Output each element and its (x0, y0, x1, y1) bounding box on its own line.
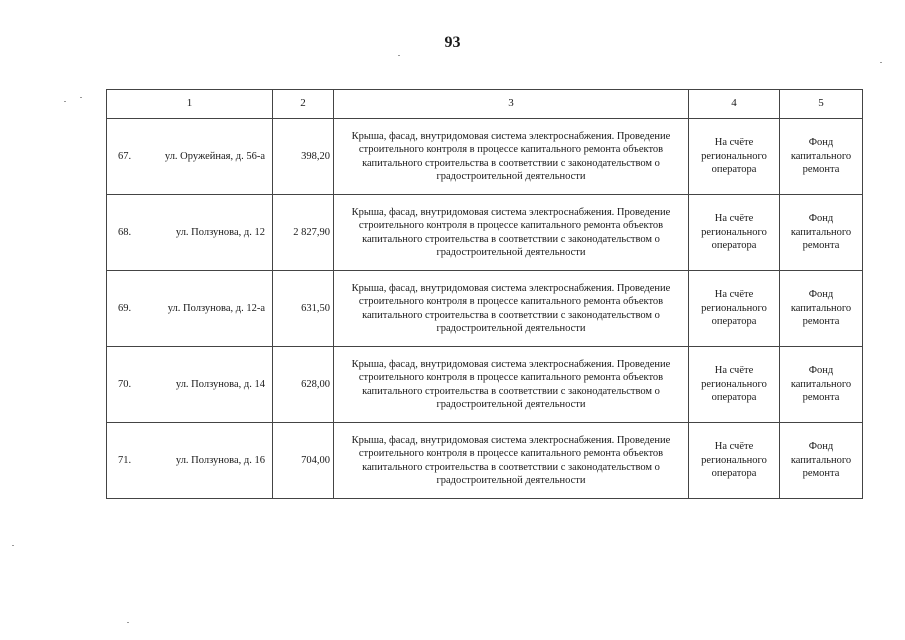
row-number: 69. (118, 302, 132, 314)
scan-speck (64, 101, 66, 102)
address-text: ул. Ползунова, д. 16 (175, 454, 265, 466)
header-cell-4: 4 (689, 90, 780, 119)
source-cell: Фонд капитального ремонта (780, 195, 863, 271)
scan-speck (12, 545, 14, 546)
area-cell: 631,50 (273, 271, 334, 347)
row-number: 71. (118, 454, 132, 466)
address-text: ул. Оружейная, д. 56-а (164, 150, 265, 162)
works-cell: Крыша, фасад, внутридомовая система электроснабжения. Проведение строительного контроля в процессе капитального ремонта объектов капитального строительства в соответствии с законодательством о градостроительной деятельности (334, 347, 689, 423)
works-cell: Крыша, фасад, внутридомовая система электроснабжения. Проведение строительного контроля в процессе капитального ремонта объектов капитального строительства в соответствии с законодательством о градостроительной деятельности (334, 423, 689, 499)
repair-table (106, 89, 863, 499)
account-cell: На счёте регионального оператора (689, 347, 780, 423)
page-number: 93 (444, 34, 461, 51)
scan-speck (880, 62, 882, 63)
header-cell-1: 1 (107, 90, 273, 119)
address-cell (107, 195, 273, 271)
account-cell: На счёте регионального оператора (689, 195, 780, 271)
address-cell (107, 423, 273, 499)
address-text: ул. Ползунова, д. 12 (175, 226, 265, 238)
address-cell (107, 347, 273, 423)
header-cell-2: 2 (273, 90, 334, 119)
address-text: ул. Ползунова, д. 12-а (167, 302, 265, 314)
area-cell: 2 827,90 (273, 195, 334, 271)
source-cell: Фонд капитального ремонта (780, 423, 863, 499)
header-cell-5: 5 (780, 90, 863, 119)
area-cell: 398,20 (273, 119, 334, 195)
area-cell: 628,00 (273, 347, 334, 423)
works-cell: Крыша, фасад, внутридомовая система электроснабжения. Проведение строительного контроля в процессе капитального ремонта объектов капитального строительства в соответствии с законодательством о градостроительной деятельности (334, 271, 689, 347)
works-cell: Крыша, фасад, внутридомовая система электроснабжения. Проведение строительного контроля в процессе капитального ремонта объектов капитального строительства в соответствии с законодательством о градостроительной деятельности (334, 195, 689, 271)
scan-speck (127, 622, 129, 623)
source-cell: Фонд капитального ремонта (780, 347, 863, 423)
scan-speck (398, 55, 400, 56)
source-cell: Фонд капитального ремонта (780, 119, 863, 195)
table-header-row (107, 90, 863, 119)
account-cell: На счёте регионального оператора (689, 423, 780, 499)
account-cell: На счёте регионального оператора (689, 119, 780, 195)
scan-speck (80, 97, 82, 98)
row-number: 67. (118, 150, 132, 162)
account-cell: На счёте регионального оператора (689, 271, 780, 347)
row-number: 70. (118, 378, 132, 390)
table-row (107, 423, 863, 499)
source-cell: Фонд капитального ремонта (780, 271, 863, 347)
address-cell (107, 119, 273, 195)
address-cell (107, 271, 273, 347)
header-cell-3: 3 (334, 90, 689, 119)
table-row (107, 195, 863, 271)
works-cell: Крыша, фасад, внутридомовая система электроснабжения. Проведение строительного контроля в процессе капитального ремонта объектов капитального строительства в соответствии с законодательством о градостроительной деятельности (334, 119, 689, 195)
table-row (107, 271, 863, 347)
row-number: 68. (118, 226, 132, 238)
address-text: ул. Ползунова, д. 14 (175, 378, 265, 390)
table-row (107, 119, 863, 195)
table-row (107, 347, 863, 423)
area-cell: 704,00 (273, 423, 334, 499)
